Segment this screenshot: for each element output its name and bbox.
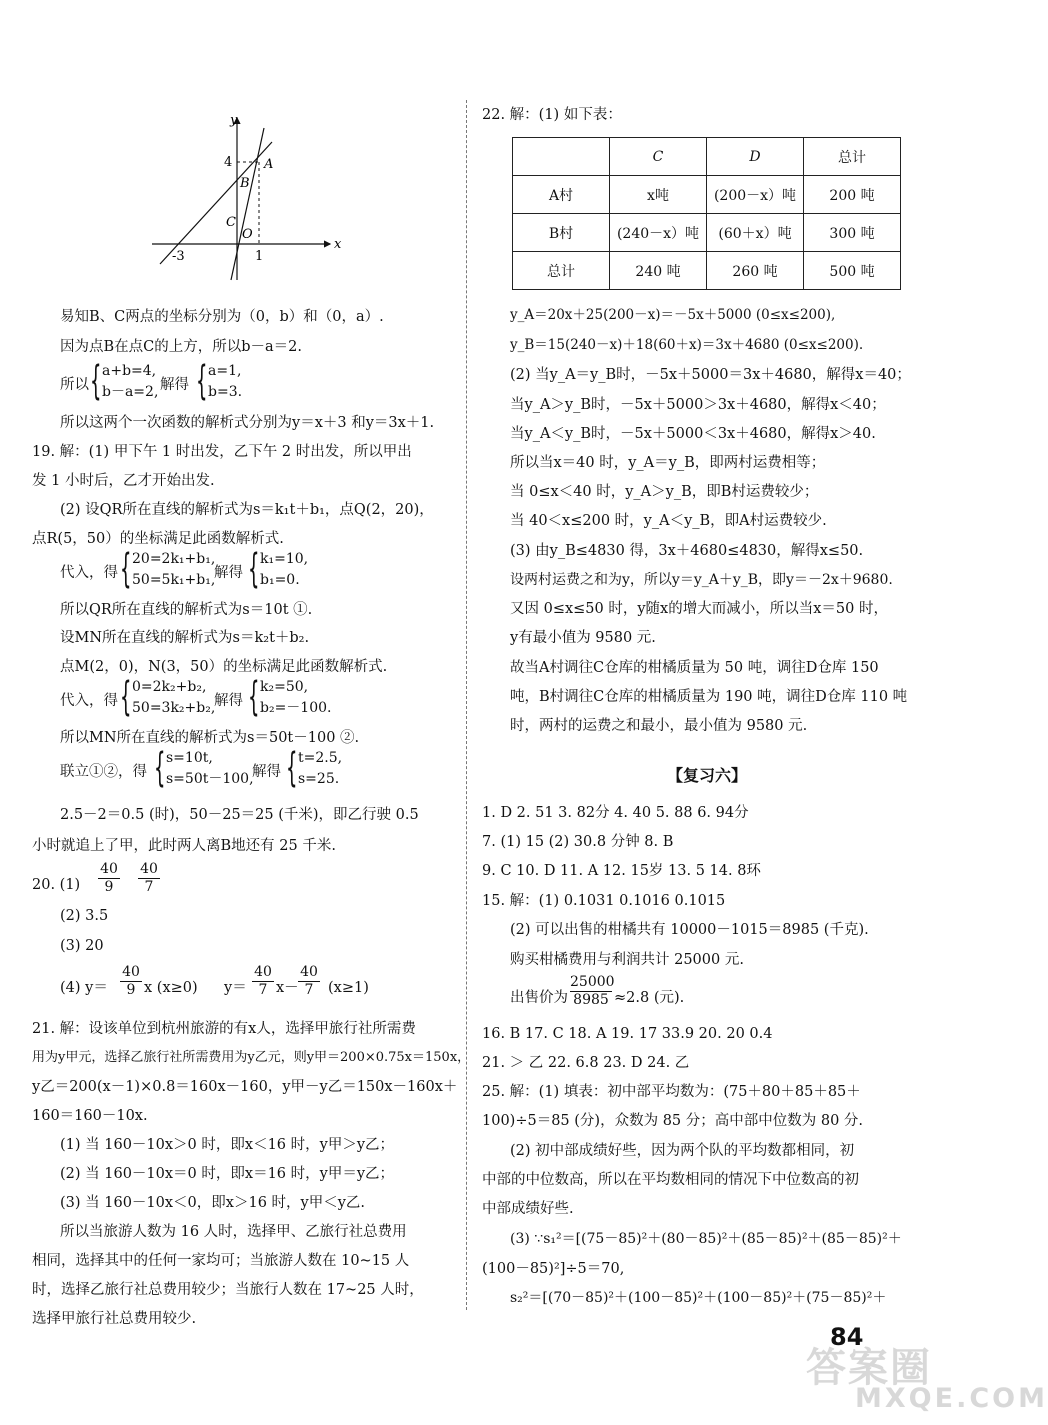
answer-line: ≈2.8 (元). <box>614 990 685 1006</box>
answer-line: 9. C 10. D 11. A 12. 15岁 13. 5 14. 8环 <box>482 863 761 879</box>
brace: { <box>248 546 260 592</box>
fraction: $\frac{40}{7}$ <box>138 861 160 896</box>
text-line: (x≥1) <box>328 980 369 996</box>
text-line: (3) 由y_B≤4830 得，3x＋4680≤4830，解得x≤50. <box>510 543 864 559</box>
table-cell: A村 <box>513 176 610 214</box>
text-line: (3) 当 160－10x＜0，即x＞16 时，y甲＜y乙. <box>60 1195 366 1211</box>
answer-line: 中部成绩好些. <box>482 1201 574 1217</box>
table-row <box>513 214 901 252</box>
text-line: 所以当x＝40 时，y_A＝y_B，即两村运费相等； <box>510 455 826 471</box>
text-line: 20. (1) <box>32 877 81 893</box>
text-line: y_A＝20x＋25(200－x)＝－5x＋5000 (0≤x≤200), <box>510 307 836 323</box>
text-line: y乙＝200(x－1)×0.8＝160x－160，y甲－y乙＝150x－160x＋ <box>32 1079 458 1095</box>
answer-line: (3) ∵s₁²＝[(75－85)²＋(80－85)²＋(85－85)²＋(85－85)²＋ <box>510 1231 902 1247</box>
table-cell: x吨 <box>610 176 707 214</box>
equation: s=50t－100, <box>166 771 254 787</box>
table-cell: 240 吨 <box>610 252 707 290</box>
equation: 20=2k₁+b₁, <box>132 551 216 567</box>
answer-line: s₂²＝[(70－85)²＋(100－85)²＋(100－85)²＋(75－85)²＋ <box>510 1290 887 1306</box>
text-line: 所以QR所在直线的解析式为s＝10t ①. <box>60 602 313 618</box>
table-cell: 300 吨 <box>804 214 901 252</box>
text-line: 点M(2，0)，N(3，50）的坐标满足此函数解析式. <box>60 659 388 675</box>
answer-line: 21. ＞ 乙 22. 6.8 23. D 24. 乙 <box>482 1055 690 1071</box>
table-header-row <box>513 138 901 176</box>
table-cell <box>513 138 610 176</box>
watermark-url: MXQE.COM <box>855 1383 1048 1414</box>
system-label: 解得 <box>214 565 243 581</box>
answer-line: (100－85)²]÷5＝70, <box>482 1261 625 1277</box>
text-line: 21. 解：设该单位到杭州旅游的有x人，选择甲旅行社所需费 <box>32 1021 416 1037</box>
answer-line: (2) 初中部成绩好些，因为两个队的平均数都相同，初 <box>510 1143 855 1159</box>
fraction: $\frac{40}{9}$ <box>98 861 120 896</box>
text-line: (2) 设QR所在直线的解析式为s＝k₁t＋b₁，点Q(2，20)， <box>60 502 434 518</box>
system-label: 代入，得 <box>60 693 118 709</box>
text-line: 相同，选择其中的任何一家均可；当旅游人数在 10~15 人 <box>32 1253 410 1269</box>
equation: k₂=50, <box>260 679 309 695</box>
equation: b₁=0. <box>260 572 300 588</box>
table-row <box>513 252 901 290</box>
point-A: A <box>264 157 274 172</box>
fraction: $\frac{40}{7}$ <box>252 964 274 999</box>
answer-line: 100)÷5＝85 (分)，众数为 85 分；高中部中位数为 80 分. <box>482 1113 864 1129</box>
table-cell: (200－x）吨 <box>707 176 804 214</box>
text-line: 所以MN所在直线的解析式为s＝50t－100 ②. <box>60 730 360 746</box>
table-cell: 总计 <box>804 138 901 176</box>
text-line: 当 0≤x＜40 时，y_A＞y_B，即B村运费较少； <box>510 484 819 500</box>
point-O: O <box>242 227 253 242</box>
equation: 50=3k₂+b₂, <box>132 700 216 716</box>
column-divider <box>466 100 467 1310</box>
text-line: 19. 解：(1) 甲下午 1 时出发，乙下午 2 时出发，所以甲出 <box>32 444 412 460</box>
text-line: x－ <box>276 980 299 996</box>
table-cell: 500 吨 <box>804 252 901 290</box>
line-y-x-plus-3 <box>160 142 272 264</box>
text-line: x (x≥0) <box>144 980 198 996</box>
text-line: 所以当旅游人数为 16 人时，选择甲、乙旅行社总费用 <box>60 1224 407 1240</box>
text-line: 当y_A＞y_B时，－5x＋5000＞3x＋4680，解得x＜40； <box>510 397 886 413</box>
equation: b₂=－100. <box>260 700 332 716</box>
fraction: $\frac{40}{9}$ <box>120 964 142 999</box>
brace: { <box>120 674 132 720</box>
text-line: 因为点B在点C的上方，所以b－a＝2. <box>60 339 303 355</box>
equation: 50=5k₁+b₁, <box>132 572 216 588</box>
text-line: 时，两村的运费之和最小，最小值为 9580 元. <box>510 718 808 734</box>
equation: k₁=10, <box>260 551 309 567</box>
function-graph <box>142 110 352 285</box>
text-line: 160＝160－10x. <box>32 1108 148 1124</box>
answer-line: 15. 解：(1) 0.1031 0.1016 0.1015 <box>482 893 726 909</box>
answer-line: (2) 可以出售的柑橘共有 10000－1015＝8985 (千克). <box>510 922 869 938</box>
answer-line: 16. B 17. C 18. A 19. 17 33.9 20. 20 0.4 <box>482 1026 773 1042</box>
answer-line: 1. D 2. 51 3. 82分 4. 40 5. 88 6. 94分 <box>482 805 749 821</box>
table-cell: C <box>610 138 707 176</box>
text-line: 当 40＜x≤200 时，y_A＜y_B，即A村运费较少. <box>510 513 827 529</box>
table-cell: 260 吨 <box>707 252 804 290</box>
text-line: 又因 0≤x≤50 时，y随x的增大而减小，所以当x＝50 时， <box>510 601 888 617</box>
text-line: (2) 3.5 <box>60 908 109 924</box>
y-label: y <box>230 113 238 128</box>
equation: b=3. <box>208 384 243 400</box>
point-C: C <box>226 215 236 230</box>
table-cell: 200 吨 <box>804 176 901 214</box>
text-line: (1) 当 160－10x＞0 时，即x＜16 时，y甲＞y乙； <box>60 1137 395 1153</box>
brace: { <box>154 745 166 791</box>
answer-line: 7. (1) 15 (2) 30.8 分钟 8. B <box>482 834 674 850</box>
table-cell: B村 <box>513 214 610 252</box>
system-label: 所以 <box>60 377 89 393</box>
system-label: 解得 <box>214 693 243 709</box>
text-line: 2.5－2＝0.5 (时)，50－25＝25 (千米)，即乙行驶 0.5 <box>60 807 419 823</box>
fraction: $\frac{25000}{8985}$ <box>570 974 615 1008</box>
text-line: 用为y甲元，选择乙旅行社所需费用为y乙元，则y甲＝200×0.75x＝150x， <box>32 1050 471 1065</box>
freight-table <box>512 137 901 290</box>
tick-4: 4 <box>224 155 233 170</box>
answer-line: 25. 解：(1) 填表：初中部平均数为：(75＋80＋85＋85＋ <box>482 1084 861 1100</box>
fraction: $\frac{40}{7}$ <box>298 964 320 999</box>
text-line: 设MN所在直线的解析式为s＝k₂t＋b₂. <box>60 630 310 646</box>
page-number: 84 <box>830 1323 864 1351</box>
equation: s=10t, <box>166 750 213 766</box>
point-B: B <box>240 176 250 191</box>
text-line: 小时就追上了甲，此时两人离B地还有 25 千米. <box>32 838 336 854</box>
equation: b－a=2, <box>102 384 159 400</box>
system-label: 代入，得 <box>60 565 118 581</box>
brace: { <box>196 358 208 404</box>
text-line: 吨，B村调往C仓库的柑橘质量为 190 吨，调往D仓库 110 吨 <box>510 689 908 705</box>
table-row <box>513 176 901 214</box>
x-label: x <box>334 237 342 252</box>
brace: { <box>286 745 298 791</box>
equation: a=1, <box>208 363 242 379</box>
answer-line: 购买柑橘费用与利润共计 25000 元. <box>510 952 744 968</box>
brace: { <box>248 674 260 720</box>
table-cell: (240－x）吨 <box>610 214 707 252</box>
text-line: 易知B、C两点的坐标分别为（0，b）和（0，a）. <box>60 309 384 325</box>
brace: { <box>120 546 132 592</box>
brace: { <box>90 358 102 404</box>
tick-neg3: -3 <box>172 249 185 264</box>
equation: a+b=4, <box>102 363 157 379</box>
text-line: 所以这两个一次函数的解析式分别为y＝x＋3 和y＝3x＋1. <box>60 415 435 431</box>
text-line: 22. 解：(1) 如下表： <box>482 107 622 123</box>
system-label: 解得 <box>252 764 281 780</box>
text-line: 时，选择乙旅行社总费用较少；当旅行人数在 17~25 人时， <box>32 1282 424 1298</box>
equation: t=2.5, <box>298 750 343 766</box>
text-line: y有最小值为 9580 元. <box>510 630 656 646</box>
text-line: (4) y＝ <box>60 980 108 996</box>
text-line: 故当A村调往C仓库的柑橘质量为 50 吨，调往D仓库 150 <box>510 660 879 676</box>
table-cell: D <box>707 138 804 176</box>
watermark-logo: 答案圈 <box>806 1345 932 1391</box>
table-cell: 总计 <box>513 252 610 290</box>
text-line: 设两村运费之和为y，所以y＝y_A＋y_B，即y＝－2x＋9680. <box>510 572 893 588</box>
text-line: 当y_A＜y_B时，－5x＋5000＜3x＋4680，解得x＞40. <box>510 426 876 442</box>
system-label: 解得 <box>160 377 189 393</box>
answer-line: 出售价为 <box>510 990 568 1006</box>
equation: 0=2k₂+b₂, <box>132 679 207 695</box>
section-heading: 【复习六】 <box>666 766 747 785</box>
text-line: y_B＝15(240－x)＋18(60＋x)＝3x＋4680 (0≤x≤200). <box>510 337 864 353</box>
text-line: 点R(5，50）的坐标满足此函数解析式. <box>32 531 284 547</box>
text-line: (3) 20 <box>60 938 104 954</box>
text-line: y＝ <box>224 980 247 996</box>
equation: s=25. <box>298 771 340 787</box>
table-cell: (60＋x）吨 <box>707 214 804 252</box>
text-line: (2) 当y_A＝y_B时，－5x＋5000＝3x＋4680，解得x＝40； <box>510 367 911 383</box>
answer-line: 中部的中位数高，所以在平均数相同的情况下中位数高的初 <box>482 1172 859 1188</box>
text-line: 选择甲旅行社总费用较少. <box>32 1311 197 1327</box>
text-line: (2) 当 160－10x＝0 时，即x＝16 时，y甲＝y乙； <box>60 1166 395 1182</box>
system-label: 联立①②，得 <box>60 764 147 780</box>
text-line: 发 1 小时后，乙才开始出发. <box>32 473 215 489</box>
tick-1: 1 <box>255 249 264 264</box>
